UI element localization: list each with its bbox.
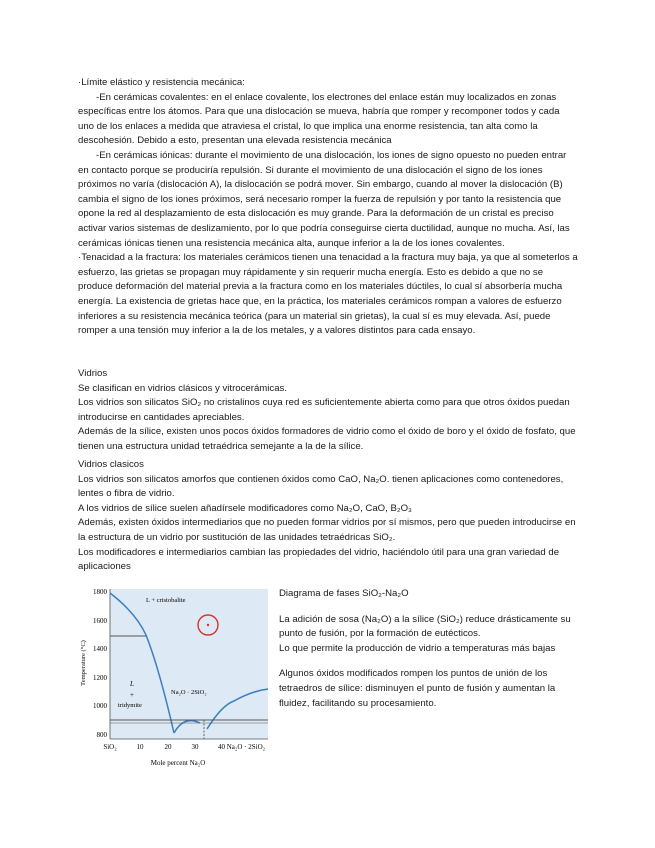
section-vidrios-clasicos (78, 458, 578, 575)
figure-description (279, 587, 579, 711)
region-label: L + cristobalite (146, 597, 186, 604)
paragraph: Algunos óxidos modificados rompen los puntos de unión de los tetraedros de sílice: disminuyen el punto de fusión y aumentan la fluidez, facilitando su procesamiento. (279, 668, 556, 709)
plot-background (110, 589, 268, 739)
paragraph: -En cerámicas covalentes: en el enlace covalente, los electrones del enlace están muy localizados en zonas específicas entre los átomos. Para que una dislocación se mueva, habría que romper y recomponer todos y cada uno de los enlaces a medida que atraviesa el cristal, lo que implica una enorme resistencia, tan alta como la descohesión. Debido a esto, presentan una elevada resistencia mecánica (78, 91, 560, 147)
x-axis-label: Mole percent Na₂O (150, 759, 206, 767)
x-tick-label: 10 (136, 743, 144, 751)
paragraph: Se clasifican en vidrios clásicos y vitrocerámicas. (78, 382, 288, 394)
x-tick-label: 40 Na₂O · 2SiO₂ (218, 743, 266, 751)
paragraph: Los modificadores e intermediarios cambian las propiedades del vidrio, haciéndolo útil para una gran variedad de aplicaciones (78, 546, 560, 573)
y-tick-label: 800 (96, 731, 107, 739)
paragraph: Los vidrios son silicatos amorfos que contienen óxidos como CaO, Na₂O. tienen aplicaciones como contenedores, lentes o fibra de vidrio. (78, 473, 564, 500)
paragraph: Además de la sílice, existen unos pocos óxidos formadores de vidrio como el óxido de boro y el óxido de fosfato, que tienen una estructura unidad tetraédrica semejante a la de la sílice. (78, 426, 576, 452)
section-heading: Vidrios clasicos (78, 459, 144, 470)
paragraph: ·Límite elástico y resistencia mecánica: (78, 77, 245, 88)
annotation-dot (207, 624, 209, 626)
x-tick-label: 30 (191, 743, 199, 751)
y-tick-label: 1200 (93, 674, 107, 682)
x-tick-label: SiO₂ (103, 743, 117, 751)
phase-diagram-figure (74, 583, 274, 773)
phase-diagram-svg (74, 583, 274, 773)
region-label: Na₂O · 2SiO₂ (171, 689, 207, 696)
y-tick-label: 1800 (93, 588, 107, 596)
y-axis-label: Temperature (°C) (80, 640, 87, 686)
paragraph: Los vidrios son silicatos SiO₂ no cristalinos cuya red es suficientemente abierta como para que otros óxidos puedan introducirse en cantidades apreciables. (78, 397, 570, 423)
paragraph: ·Tenacidad a la fractura: los materiales cerámicos tienen una tenacidad a la fractura muy baja, ya que al someterlos a esfuerzo, las grietas se propagan muy rápidamente y sin requerir mucha energía. Esto es debido a que no se produce deformación del material previa a la fractura como en los materiales dúctiles, lo cual sí absorbería mucha energía. La existencia de grietas hace que, en la práctica, los materiales cerámicos rompan a valores de esfuerzo inferiores a su resistencia mecánica teórica (para un material sin grietas), la cual sí es muy elevada. Así, puede romper a una tensión muy inferior a la de los metales, y a valores distintos para cada ensayo. (78, 252, 578, 337)
paragraph: A los vidrios de sílice suelen añadírsele modificadores como Na₂O, CaO, B₂O₃ (78, 502, 412, 514)
y-tick-label: 1400 (93, 645, 107, 653)
section-heading: Vidrios (78, 368, 108, 379)
paragraph: La adición de sosa (Na₂O) a la sílice (SiO₂) reduce drásticamente su punto de fusión, por la formación de eutécticos. (279, 613, 571, 640)
region-label: + (130, 691, 134, 699)
y-tick-label: 1000 (93, 702, 107, 710)
paragraph: -En cerámicas iónicas: durante el movimiento de una dislocación, los iones de signo opuesto no pueden entrar en contacto porque se produciría repulsión. Si durante el movimiento de una dislocación el signo de los iones próximos no varía (dislocación A), la dislocación se podrá mover. Sin embargo, cuando al mover la dislocación (B) cambia el signo de los iones próximos, será necesario romper la fuerza de repulsión y por tanto la resistencia que opone la red al desplazamiento de esta dislocación es muy grande. Para la deformación de un cristal es preciso activar varios sistemas de deslizamiento, por lo que podría conseguirse cierta ductilidad, aunque no mucha. Así, las cerámicas iónicas tienen una resistencia mecánica alta, aunque inferior a la de los iones covalentes. (78, 149, 570, 249)
section-vidrios (78, 367, 578, 455)
section-mechanical-properties (78, 76, 578, 339)
figure-title: Diagrama de fases SiO₂-Na₂O (279, 588, 409, 599)
paragraph: Lo que permite la producción de vidrio a temperaturas más bajas (279, 642, 556, 654)
y-tick-label: 1600 (93, 617, 107, 625)
region-label: tridymite (118, 702, 142, 709)
x-tick-label: 20 (164, 743, 172, 751)
region-label: L (130, 680, 134, 688)
paragraph: Además, existen óxidos intermediarios que no pueden formar vidrios por sí mismos, pero que pueden introducirse en la estructura de un vidrio por sustitución de las unidades tetraédricas SiO₂. (78, 517, 576, 543)
